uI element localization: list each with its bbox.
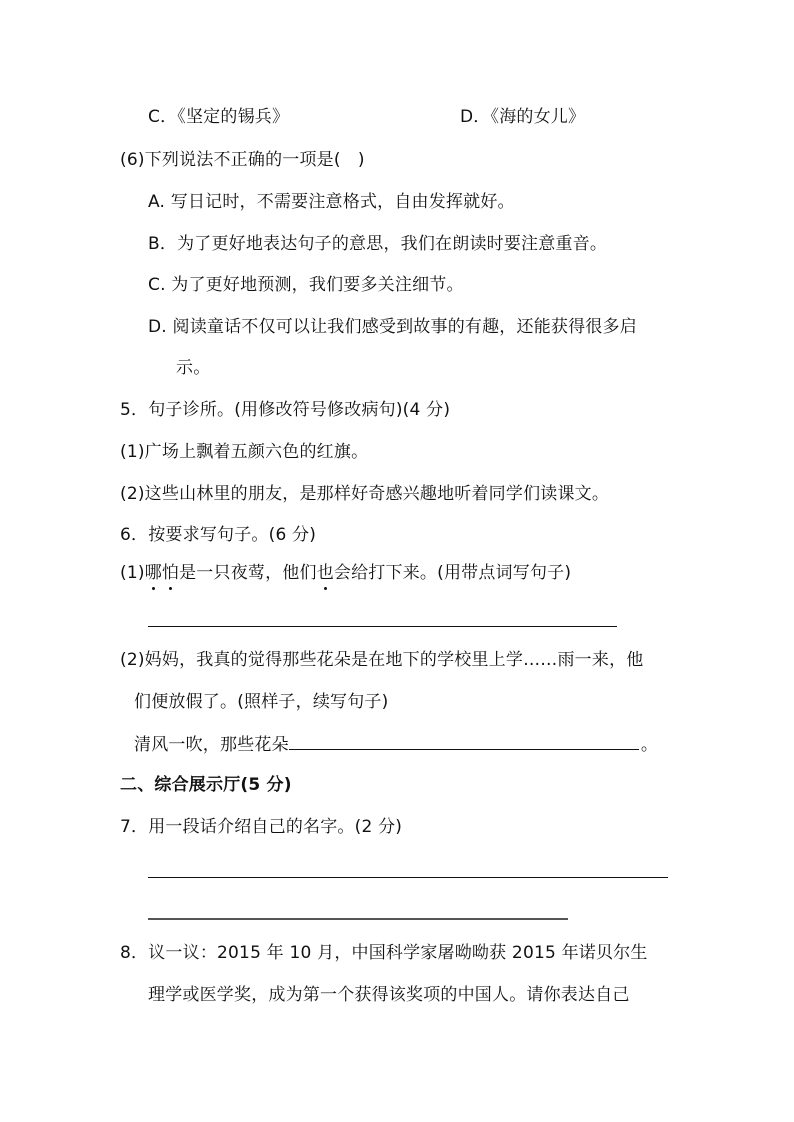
item-prefix: (1): [120, 563, 145, 583]
question-6-title: 6．按要求写句子。(6 分): [120, 525, 317, 545]
option-d: D. 阅读童话不仅可以让我们感受到故事的有趣，还能获得很多启: [148, 317, 637, 337]
item-text: 是一只夜莺，他们: [179, 563, 317, 583]
option-b: B．为了更好地表达句子的意思，我们在朗读时要注意重音。: [148, 234, 608, 254]
question-7-title: 7．用一段话介绍自己的名字。(2 分): [120, 817, 403, 837]
question-6-item-2-line-2: 们便放假了。(照样子，续写句子): [134, 692, 389, 712]
question-5-item-2: (2)这些山林里的朋友，是那样好奇感兴趣地听着同学们读课文。: [120, 484, 610, 504]
question-6-item-2-answer: [134, 733, 658, 756]
question-5-item-1: (1)广场上飘着五颜六色的红旗。: [120, 442, 369, 462]
question-6-item-1: [120, 562, 571, 584]
question-5-title: 5．句子诊所。(用修改符号修改病句)(4 分): [120, 400, 451, 420]
question-8-line-1: 8．议一议：2015 年 10 月，中国科学家屠呦呦获 2015 年诺贝尔生: [120, 943, 648, 963]
answer-line-7-2[interactable]: [148, 918, 568, 920]
question-6-item-2-line-1: (2)妈妈，我真的觉得那些花朵是在地下的学校里上学……雨一来，他: [120, 650, 644, 670]
dotted-char: 怕: [161, 563, 180, 583]
section-2-title: 二、综合展示厅(5 分): [120, 775, 292, 795]
option-c: C. 为了更好地预测，我们要多关注细节。: [148, 275, 464, 295]
option-d-cont: 示。: [176, 358, 211, 378]
option-d-prev: D．《海的女儿》: [460, 107, 586, 127]
option-a: A. 写日记时，不需要注意格式，自由发挥就好。: [148, 192, 515, 212]
option-c-prev: C．《坚定的锡兵》: [148, 107, 290, 127]
dotted-char: 也: [316, 563, 334, 583]
question-4-6-stem: (6)下列说法不正确的一项是( ): [120, 150, 365, 170]
answer-line-6-1[interactable]: [148, 626, 617, 627]
question-8-line-2: 理学或医学奖，成为第一个获得该奖项的中国人。请你表达自己: [148, 985, 630, 1005]
item-text: 会给打下来。(用带点词写句子): [333, 563, 572, 583]
period: 。: [640, 735, 659, 755]
prompt-text: 清风一吹，那些花朵: [134, 735, 289, 755]
answer-line-7-1[interactable]: [148, 877, 668, 878]
dotted-char: 哪: [144, 563, 162, 583]
answer-blank-6-2[interactable]: [289, 733, 639, 750]
